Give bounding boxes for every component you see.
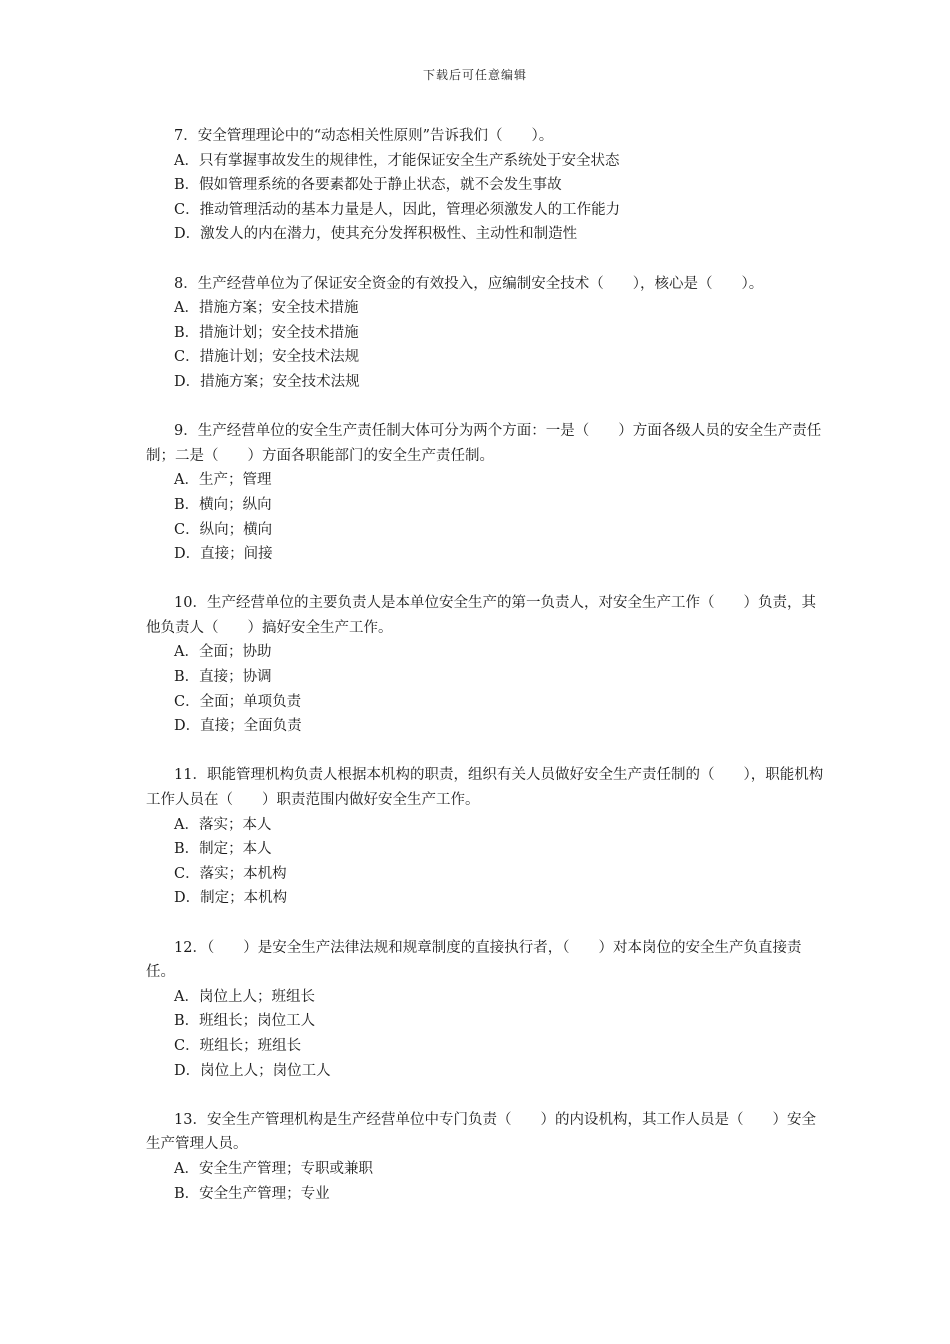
- option-a: A．落实；本人: [174, 816, 272, 833]
- question-12: [146, 936, 826, 1084]
- question-7: [146, 124, 826, 247]
- question-stem: 12．（ ）是安全生产法律法规和规章制度的直接执行者，（ ）对本岗位的安全生产负直接责任。: [146, 939, 802, 981]
- option-a: A．全面；协助: [174, 644, 272, 661]
- option-a: A．安全生产管理；专职或兼职: [174, 1160, 373, 1177]
- option-b: B．措施计划；安全技术措施: [174, 324, 359, 341]
- option-c: C．落实；本机构: [174, 865, 287, 882]
- question-stem: 13．安全生产管理机构是生产经营单位中专门负责（ ）的内设机构，其工作人员是（ ）安全生产管理人员。: [146, 1111, 816, 1153]
- page-header: 下载后可任意编辑: [422, 68, 527, 82]
- option-b: B．假如管理系统的各要素都处于静止状态，就不会发生事故: [174, 177, 562, 194]
- option-d: D．直接；全面负责: [174, 718, 302, 735]
- option-b: B．制定；本人: [174, 841, 272, 858]
- option-b: B．班组长；岗位工人: [174, 1013, 316, 1030]
- question-stem: 8．生产经营单位为了保证安全资金的有效投入，应编制安全技术（ ），核心是（ ）。: [174, 275, 764, 292]
- option-d: D．直接；间接: [174, 546, 273, 563]
- option-c: C．全面；单项负责: [174, 693, 302, 710]
- question-stem: 10．生产经营单位的主要负责人是本单位安全生产的第一负责人，对安全生产工作（ ）负责，其他负责人（ ）搞好安全生产工作。: [146, 595, 816, 636]
- question-13: [146, 1108, 826, 1206]
- option-c: C．措施计划；安全技术法规: [174, 349, 360, 366]
- option-d: D．措施方案；安全技术法规: [174, 373, 360, 390]
- option-c: C．推动管理活动的基本力量是人，因此，管理必须激发人的工作能力: [174, 201, 621, 218]
- option-c: C．班组长；班组长: [174, 1037, 302, 1054]
- option-b: B．横向；纵向: [174, 496, 272, 513]
- option-c: C．纵向；横向: [174, 521, 273, 538]
- question-stem: 11．职能管理机构负责人根据本机构的职责，组织有关人员做好安全生产责任制的（ ），职能机构工作人员在（ ）职责范围内做好安全生产工作。: [146, 767, 824, 809]
- option-a: A．生产；管理: [174, 472, 272, 489]
- question-8: [146, 272, 826, 395]
- option-a: A．岗位上人；班组长: [174, 988, 315, 1005]
- option-d: D．激发人的内在潜力，使其充分发挥积极性、主动性和制造性: [174, 226, 578, 243]
- question-11: [146, 763, 826, 911]
- option-b: B．直接；协调: [174, 669, 272, 686]
- question-list: [146, 124, 826, 1231]
- option-b: B．安全生产管理；专业: [174, 1185, 330, 1202]
- question-10: [146, 591, 826, 739]
- option-a: A．措施方案；安全技术措施: [174, 300, 359, 317]
- option-d: D．岗位上人；岗位工人: [174, 1062, 331, 1079]
- question-stem: 7．安全管理理论中的“动态相关性原则”告诉我们（ ）。: [174, 128, 554, 144]
- option-d: D．制定；本机构: [174, 890, 288, 907]
- option-a: A．只有掌握事故发生的规律性，才能保证安全生产系统处于安全状态: [174, 152, 620, 169]
- question-9: [146, 419, 826, 567]
- question-stem: 9．生产经营单位的安全生产责任制大体可分为两个方面：一是（ ）方面各级人员的安全生产责任制；二是（ ）方面各职能部门的安全生产责任制。: [146, 423, 822, 464]
